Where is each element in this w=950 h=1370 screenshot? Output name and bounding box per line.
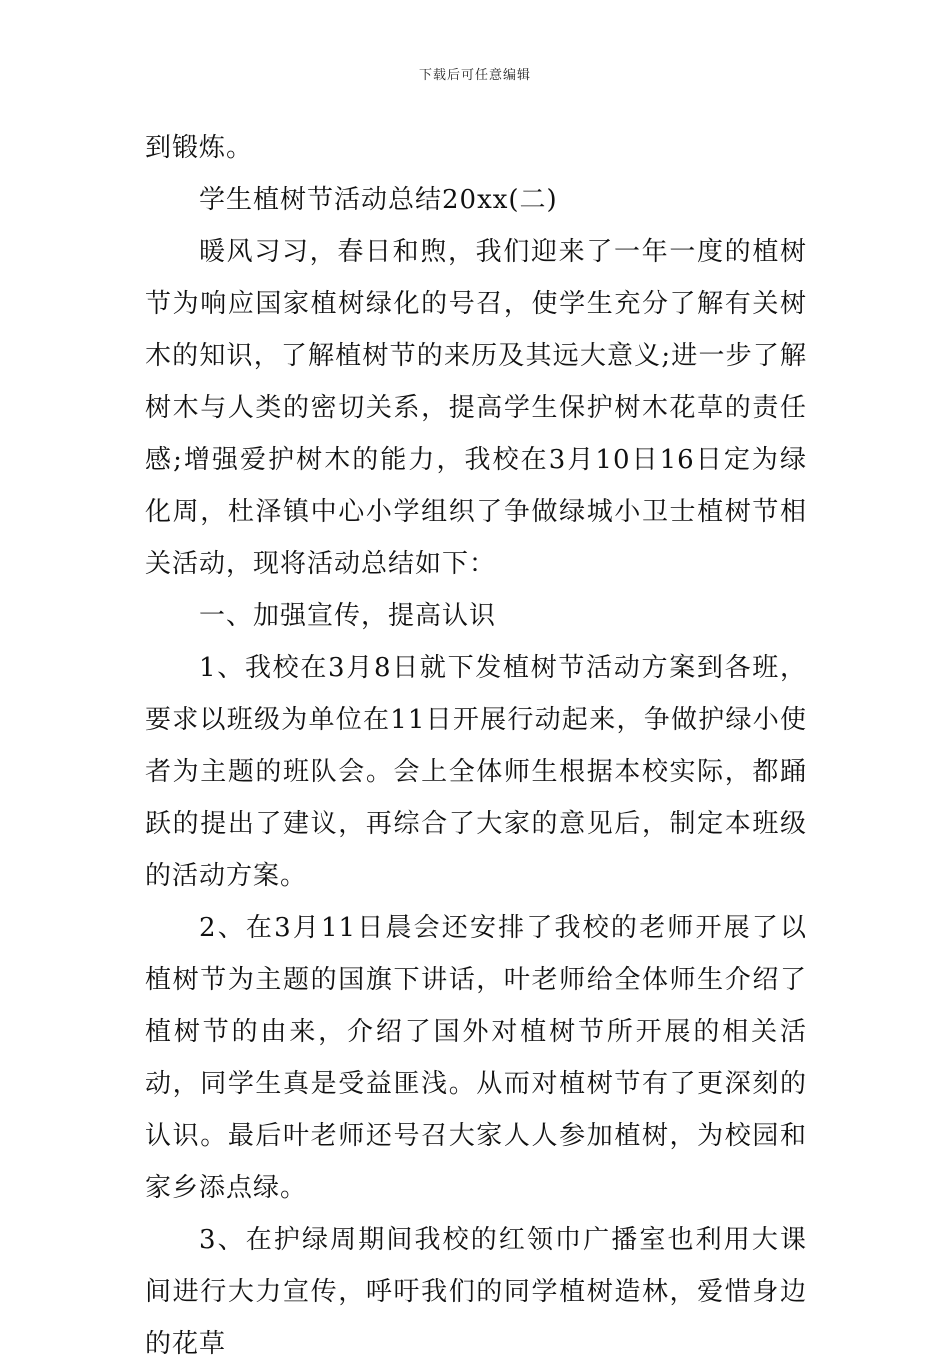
section-heading: 一、加强宣传，提高认识: [199, 601, 497, 631]
paragraph-item-2: 2、在3月11日晨会还安排了我校的老师开展了以植树节为主题的国旗下讲话，叶老师给全体师生介绍了植树节的由来，介绍了国外对植树节所开展的相关活动，同学生真是受益匪浅。从而对植树节有了更深刻的认识。最后叶老师还号召大家人人参加植树，为校园和家乡添点绿。: [145, 913, 807, 1203]
section-title: 学生植树节活动总结20xx(二): [199, 185, 558, 215]
paragraph-item-3: 3、在护绿周期间我校的红领巾广播室也利用大课间进行大力宣传，呼吁我们的同学植树造林，爱惜身边的花草: [145, 1225, 807, 1359]
document-body: [145, 122, 807, 1370]
paragraph-continuation: 到锻炼。: [145, 133, 254, 163]
paragraph-item-1: 1、我校在3月8日就下发植树节活动方案到各班，要求以班级为单位在11日开展行动起来，争做护绿小使者为主题的班队会。会上全体师生根据本校实际，都踊跃的提出了建议，再综合了大家的意见后，制定本班级的活动方案。: [145, 653, 807, 891]
paragraph-intro: 暖风习习，春日和煦，我们迎来了一年一度的植树节为响应国家植树绿化的号召，使学生充分了解有关树木的知识，了解植树节的来历及其远大意义;进一步了解树木与人类的密切关系，提高学生保护树木花草的责任感;增强爱护树木的能力，我校在3月10日16日定为绿化周，杜泽镇中心小学组织了争做绿城小卫士植树节相关活动，现将活动总结如下：: [145, 237, 807, 579]
page-header: 下载后可任意编辑: [418, 68, 531, 83]
